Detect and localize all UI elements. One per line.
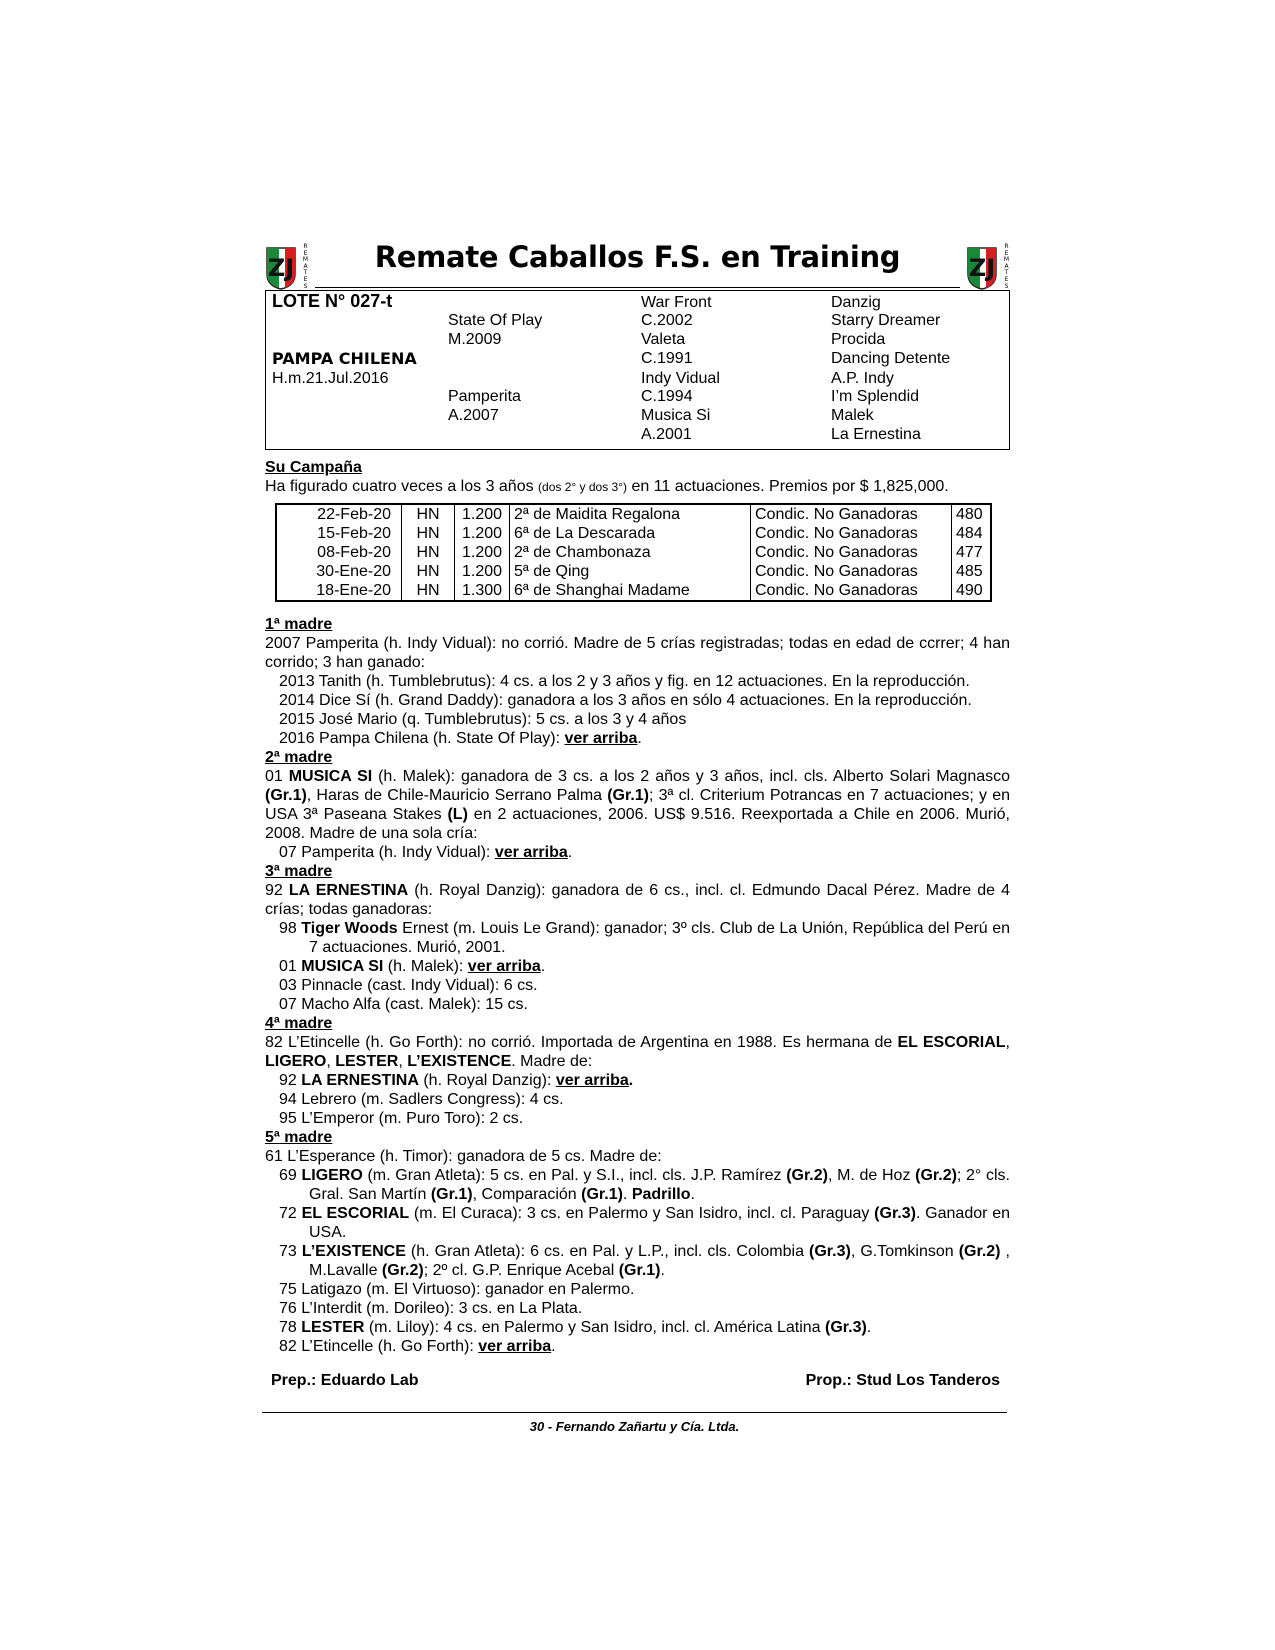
race-condition: Condic. No Ganadoras: [751, 504, 952, 524]
race-result: 2ª de Chambonaza: [510, 543, 751, 562]
race-track: HN: [402, 581, 455, 601]
race-weight: 480: [952, 504, 992, 524]
title-underline: [315, 287, 960, 288]
ver-arriba-ref: ver arriba: [494, 844, 568, 861]
race-weight: 484: [952, 524, 992, 543]
pedigree-gen3: Dancing Detente: [831, 350, 951, 367]
ver-arriba-ref: ver arriba: [467, 958, 541, 975]
page-header: [265, 240, 1010, 294]
race-row: [276, 504, 991, 524]
lot-number: LOTE N° 027-t: [272, 291, 393, 311]
race-distance: 1.200: [455, 504, 510, 524]
svg-text:ZJ: ZJ: [267, 254, 295, 282]
madre-4-text: 82 L’Etincelle (h. Go Forth): no corrió. Importada de Argentina en 1988. Es hermana de EL ESCORIAL, LIGERO, LESTER, L’EXISTENCE. Madre de:: [265, 1034, 1010, 1070]
offspring-line: 07 Macho Alfa (cast. Malek): 15 cs.: [279, 996, 528, 1013]
campaign-summary: Ha figurado cuatro veces a los 3 años (dos 2° y dos 3°) en 11 actuaciones. Premios por $ 1,825,000.: [265, 478, 949, 495]
footer-rule: [262, 1412, 1007, 1413]
race-weight: 490: [952, 581, 992, 601]
sire-info: M.2009: [448, 331, 502, 348]
race-condition: Condic. No Ganadoras: [751, 581, 952, 601]
race-condition: Condic. No Ganadoras: [751, 524, 952, 543]
pedigree-gen2: C.2002: [641, 312, 693, 329]
catalog-page: [265, 240, 1010, 1402]
sire-name: State Of Play: [448, 312, 543, 329]
race-result: 6ª de La Descarada: [510, 524, 751, 543]
race-distance: 1.200: [455, 562, 510, 581]
race-track: HN: [402, 524, 455, 543]
pedigree-box: [265, 290, 1010, 450]
race-row: [276, 581, 991, 601]
dams-section: [265, 615, 1010, 1356]
offspring-line: 76 L’Interdit (m. Dorileo): 3 cs. en La Plata.: [279, 1300, 583, 1317]
race-track: HN: [402, 543, 455, 562]
race-result: 2ª de Maidita Regalona: [510, 504, 751, 524]
race-weight: 485: [952, 562, 992, 581]
offspring-line: 92 LA ERNESTINA (h. Royal Danzig): ver arriba.: [279, 1072, 634, 1089]
pedigree-gen3: Malek: [831, 407, 874, 424]
race-condition: Condic. No Ganadoras: [751, 562, 952, 581]
offspring-line: 2016 Pampa Chilena (h. State Of Play): ver arriba.: [279, 730, 642, 747]
horse-info: H.m.21.Jul.2016: [272, 370, 389, 387]
pedigree-gen3: Starry Dreamer: [831, 312, 941, 329]
madre-3-title: 3ª madre: [265, 863, 333, 880]
pedigree-gen3: A.P. Indy: [831, 370, 894, 387]
race-date: 22-Feb-20: [276, 504, 402, 524]
zj-shield-icon: [265, 244, 301, 290]
campaign-section: [265, 458, 1010, 602]
race-date: 18-Ene-20: [276, 581, 402, 601]
trainer-label: Prep.: Eduardo Lab: [271, 1372, 419, 1389]
madre-3-text: 92 LA ERNESTINA (h. Royal Danzig): ganadora de 6 cs., incl. cl. Edmundo Dacal Pérez. Madre de 4 crías; todas ganadoras:: [265, 882, 1010, 918]
pedigree-gen2: War Front: [641, 294, 712, 311]
offspring-line: 82 L’Etincelle (h. Go Forth): ver arriba.: [279, 1338, 556, 1355]
offspring-line: 73 L’EXISTENCE (h. Gran Atleta): 6 cs. en Pal. y L.P., incl. cls. Colombia (Gr.3), G.Tomkinson (Gr.2) , M.Lavalle (Gr.2); 2º cl. G.P. Enrique Acebal (Gr.1).: [279, 1243, 1010, 1279]
offspring-line: 2014 Dice Sí (h. Grand Daddy): ganadora a los 3 años en sólo 4 actuaciones. En la reproducción.: [279, 692, 972, 709]
race-distance: 1.300: [455, 581, 510, 601]
race-track: HN: [402, 504, 455, 524]
races-table: [275, 503, 992, 602]
pedigree-gen2: Indy Vidual: [641, 370, 720, 387]
madre-2-title: 2ª madre: [265, 749, 333, 766]
dam-info: A.2007: [448, 407, 499, 424]
owners-row: [265, 1372, 1010, 1402]
offspring-line: 07 Pamperita (h. Indy Vidual): ver arriba.: [279, 844, 573, 861]
campaign-title: Su Campaña: [265, 459, 362, 476]
zj-remates-logo: [265, 244, 309, 290]
logo-side-text: R E M A T E S: [302, 243, 309, 290]
zj-remates-logo-right: [966, 244, 1010, 290]
race-date: 15-Feb-20: [276, 524, 402, 543]
madre-5-intro: 61 L’Esperance (h. Timor): ganadora de 5 cs. Madre de:: [265, 1148, 662, 1165]
pedigree-gen3: Danzig: [831, 294, 881, 311]
dam-name: Pamperita: [448, 388, 521, 405]
madre-4-title: 4ª madre: [265, 1015, 333, 1032]
race-distance: 1.200: [455, 543, 510, 562]
offspring-line: 69 LIGERO (m. Gran Atleta): 5 cs. en Pal. y S.I., incl. cls. J.P. Ramírez (Gr.2), M. de Hoz (Gr.2); 2° cls. Gral. San Martín (Gr.1), Comparación (Gr.1). Padrillo.: [279, 1167, 1010, 1203]
pedigree-gen3: I’m Splendid: [831, 388, 920, 405]
offspring-line: 72 EL ESCORIAL (m. El Curaca): 3 cs. en Palermo y San Isidro, incl. cl. Paraguay (Gr.3). Ganador en USA.: [279, 1205, 1010, 1241]
race-distance: 1.200: [455, 524, 510, 543]
offspring-line: 75 Latigazo (m. El Virtuoso): ganador en Palermo.: [279, 1281, 635, 1298]
ver-arriba-ref: ver arriba: [564, 730, 638, 747]
race-row: [276, 562, 991, 581]
race-date: 30-Ene-20: [276, 562, 402, 581]
race-row: [276, 524, 991, 543]
pedigree-gen2: A.2001: [641, 426, 692, 443]
ver-arriba-ref: ver arriba: [478, 1338, 552, 1355]
svg-text:ZJ: ZJ: [968, 254, 996, 282]
owner-label: Prop.: Stud Los Tanderos: [805, 1372, 1000, 1389]
offspring-line: 01 MUSICA SI (h. Malek): ver arriba.: [279, 958, 546, 975]
offspring-line: 78 LESTER (m. Liloy): 4 cs. en Palermo y San Isidro, incl. cl. América Latina (Gr.3).: [279, 1319, 872, 1336]
offspring-line: 03 Pinnacle (cast. Indy Vidual): 6 cs.: [279, 977, 538, 994]
race-date: 08-Feb-20: [276, 543, 402, 562]
offspring-line: 94 Lebrero (m. Sadlers Congress): 4 cs.: [279, 1091, 564, 1108]
madre-2-text: 01 MUSICA SI (h. Malek): ganadora de 3 cs. a los 2 años y 3 años, incl. cls. Alberto Solari Magnasco (Gr.1), Haras de Chile-Mauricio Serrano Palma (Gr.1); 3ª cl. Criterium Potrancas en 7 actuaciones; y en USA 3ª Paseana Stakes (L) en 2 actuaciones, 2006. US$ 9.516. Reexportada a Chile en 2006. Murió, 2008. Madre de una sola cría:: [265, 768, 1011, 842]
race-track: HN: [402, 562, 455, 581]
race-result: 6ª de Shanghai Madame: [510, 581, 751, 601]
offspring-line: 98 Tiger Woods Ernest (m. Louis Le Grand): ganador; 3º cls. Club de La Unión, República del Perú en 7 actuaciones. Murió, 2001.: [279, 920, 1010, 956]
madre-1-intro: 2007 Pamperita (h. Indy Vidual): no corrió. Madre de 5 crías registradas; todas en edad de ccrrer; 4 han corrido; 3 han ganado:: [265, 635, 1010, 671]
offspring-line: 2015 José Mario (q. Tumblebrutus): 5 cs. a los 3 y 4 años: [279, 711, 687, 728]
race-result: 5ª de Qing: [510, 562, 751, 581]
page-footer: 30 - Fernando Zañartu y Cía. Ltda.: [529, 1419, 740, 1434]
logo-side-text: R E M A T E S: [1003, 243, 1010, 290]
madre-1-title: 1ª madre: [265, 616, 333, 633]
page-title: Remate Caballos F.S. en Training: [374, 240, 901, 274]
pedigree-gen2: C.1991: [641, 350, 693, 367]
horse-name: PAMPA CHILENA: [272, 349, 417, 368]
race-condition: Condic. No Ganadoras: [751, 543, 952, 562]
offspring-line: 95 L’Emperor (m. Puro Toro): 2 cs.: [279, 1110, 524, 1127]
ver-arriba-ref: ver arriba: [555, 1072, 629, 1089]
madre-5-title: 5ª madre: [265, 1129, 333, 1146]
pedigree-gen3: La Ernestina: [831, 426, 921, 443]
race-weight: 477: [952, 543, 992, 562]
offspring-line: 2013 Tanith (h. Tumblebrutus): 4 cs. a los 2 y 3 años y fig. en 12 actuaciones. En la reproducción.: [279, 673, 970, 690]
pedigree-gen2: C.1994: [641, 388, 693, 405]
pedigree-gen3: Procida: [831, 331, 886, 348]
zj-shield-icon: [966, 244, 1002, 290]
race-row: [276, 543, 991, 562]
pedigree-gen2: Valeta: [641, 331, 686, 348]
pedigree-gen2: Musica Si: [641, 407, 711, 424]
